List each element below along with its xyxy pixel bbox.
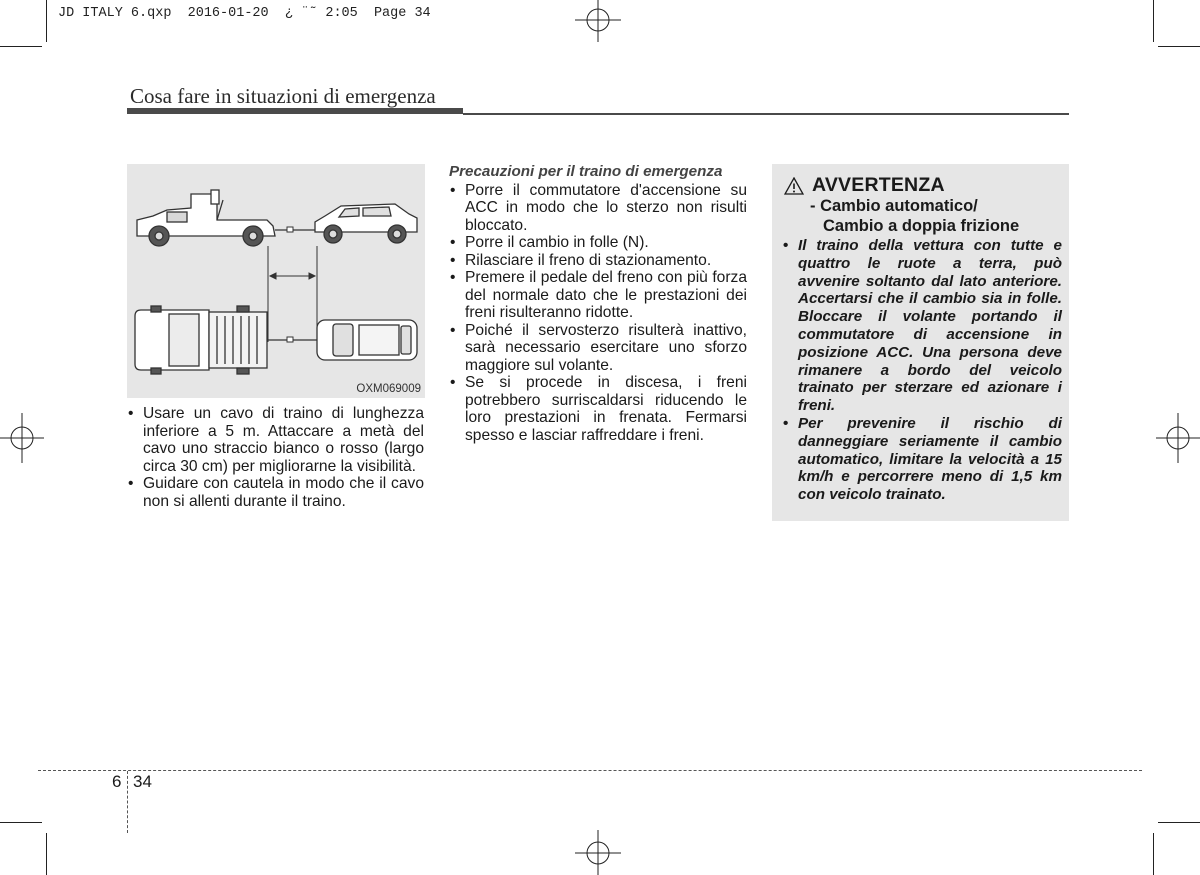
header-rule-thick: [127, 108, 463, 114]
list-item: • Usare un cavo di traino di lunghezza inferiore a 5 m. Attaccare a metà del cavo uno straccio bianco o rosso (largo circa 30 cm) per migliorarne la visibilità.: [127, 405, 424, 475]
warning-triangle-icon: [784, 177, 804, 195]
page-number: 34: [133, 772, 152, 791]
list-item: • Poiché il servosterzo risulterà inattivo, sarà necessario esercitare uno sforzo maggiore sul volante.: [449, 322, 747, 375]
warning-subtitle-line2: Cambio a doppia frizione: [823, 217, 1020, 235]
registration-mark-right: [1156, 413, 1200, 463]
registration-mark-top: [575, 0, 621, 42]
list-item: • Premere il pedale del freno con più forza del normale dato che le prestazioni dei freni risulteranno ridotte.: [449, 269, 747, 322]
warning-title: AVVERTENZA: [812, 174, 945, 196]
tow-truck-top: [135, 306, 267, 374]
chapter-number: 6: [112, 772, 122, 791]
registration-mark-left: [0, 413, 44, 463]
list-item: • Rilasciare il freno di stazionamento.: [449, 252, 747, 270]
suv-side: [315, 204, 417, 243]
towing-diagram: [127, 164, 425, 398]
towing-illustration: [127, 164, 425, 398]
middle-column: [449, 163, 747, 444]
list-item: • Porre il commutatore d'accensione su ACC in modo che lo sterzo non risulti bloccato.: [449, 182, 747, 235]
list-item: • Se si procede in discesa, i freni potrebbero surriscaldarsi riducendo le loro prestazioni in frenata. Fermarsi spesso e lasciar raffreddare i freni.: [449, 374, 747, 444]
figure-code: OXM069009: [356, 383, 421, 395]
footer-divider: [127, 771, 128, 833]
registration-mark-bottom: [575, 830, 621, 875]
cable-flag-top: [287, 337, 293, 342]
list-item: • Porre il cambio in folle (N).: [449, 234, 747, 252]
footer-rule: [38, 770, 1142, 771]
warning-list: [782, 237, 1062, 504]
warning-header: [784, 174, 945, 197]
warning-subtitle: [810, 196, 1019, 236]
warning-item: • Per prevenire il rischio di danneggiare seriamente il cambio automatico, limitare la velocità a 15 km/h e percorrere meno di 1,5 km con veicolo trainato.: [782, 415, 1062, 504]
suv-top: [317, 320, 417, 360]
warning-item: • Il traino della vettura con tutte e quattro le ruote a terra, può avvenire soltanto dal lato anteriore. Accertarsi che il cambio sia in folle. Bloccare il volante portando il commutatore di accensione in posizione ACC. Una persona deve rimanere a bordo del veicolo trainato per sterzare ed azionare i freni.: [782, 237, 1062, 415]
distance-indicator: [268, 246, 317, 342]
tow-truck-side: [137, 190, 275, 246]
warning-subtitle-line1: - Cambio automatico/: [810, 197, 978, 215]
left-column: [127, 405, 424, 510]
list-item: • Guidare con cautela in modo che il cavo non si allenti durante il traino.: [127, 475, 424, 510]
cable-flag-side: [287, 227, 293, 232]
print-slug: JD ITALY 6.qxp 2016-01-20 ¿ ¨˜ 2:05 Page 34: [58, 6, 431, 21]
header-rule-thin: [463, 113, 1069, 115]
section-title: Cosa fare in situazioni di emergenza: [130, 84, 436, 108]
warning-box: [772, 164, 1069, 521]
subsection-title: Precauzioni per il traino di emergenza: [449, 163, 723, 180]
